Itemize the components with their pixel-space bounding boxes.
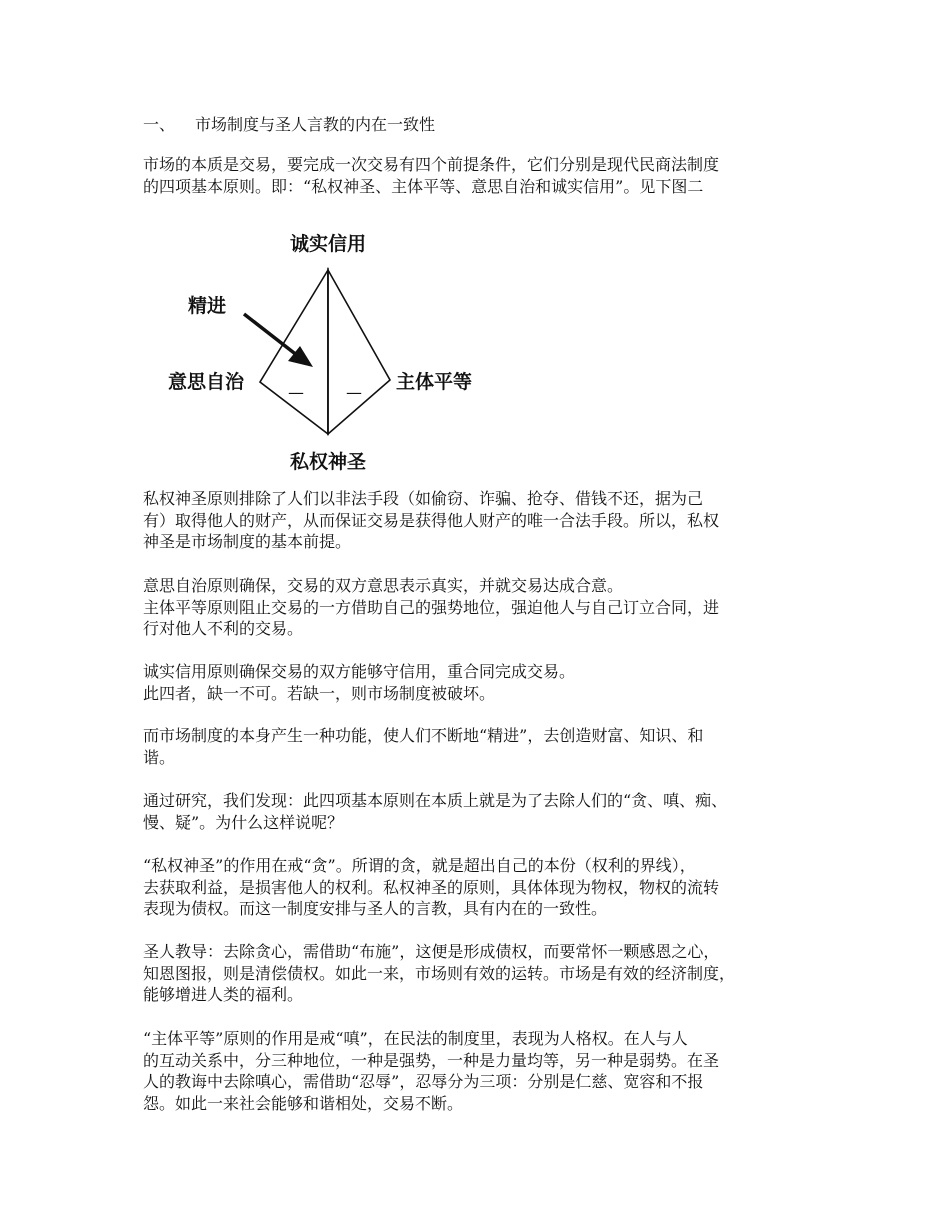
- paragraph-line: 通过研究，我们发现：此四项基本原则在本质上就是为了去除人们的“贪、嗔、痴、: [143, 791, 728, 810]
- paragraph-line: 有）取得他人的财产，从而保证交易是获得他人财产的唯一合法手段。所以，私权: [143, 510, 720, 530]
- paragraph-line: 圣人教导：去除贪心，需借助“布施”，这便是形成债权，而要常怀一颗感恩之心，: [143, 942, 720, 961]
- paragraph-line: “主体平等”原则的作用是戒“嗔”，在民法的制度里，表现为人格权。在人与人: [143, 1029, 688, 1048]
- diagram-label-right: 主体平等: [396, 371, 473, 393]
- pyramid-diagram: [160, 222, 500, 477]
- paragraph-line: 意思自治原则确保，交易的双方意思表示真实，并就交易达成合意。: [143, 576, 624, 595]
- paragraph-line: 去获取利益，是损害他人的权利。私权神圣的原则，具体体现为物权，物权的流转: [143, 877, 720, 897]
- paragraph-line: 怨。如此一来社会能够和谐相处，交易不断。: [143, 1093, 464, 1113]
- right-face-mark: —: [346, 383, 362, 402]
- paragraph-line: 谐。: [143, 747, 176, 767]
- paragraph-good-faith: [143, 661, 813, 704]
- section-title: 市场制度与圣人言教的内在一致性: [195, 115, 436, 134]
- paragraph-line: 表现为债权。而这一制度安排与圣人的言教，具有内在的一致性。: [143, 899, 608, 918]
- paragraph-intro: [143, 154, 813, 197]
- paragraph-line: 神圣是市场制度的基本前提。: [143, 532, 352, 551]
- diagram-label-top: 诚实信用: [290, 233, 367, 255]
- paragraph-equality: [143, 1028, 813, 1114]
- paragraph-line: 主体平等原则阻止交易的一方借助自己的强势地位，强迫他人与自己订立合同，进: [143, 597, 720, 617]
- paragraph-line: 诚实信用原则确保交易的双方能够守信用，重合同完成交易。: [143, 662, 576, 681]
- paragraph-line: 私权神圣原则排除了人们以非法手段（如偷窃、诈骗、抢夺、借钱不还，据为己: [143, 489, 704, 508]
- paragraph-giving: [143, 941, 813, 1006]
- paragraph-line: 此四者，缺一不可。若缺一，则市场制度被破坏。: [143, 683, 496, 703]
- paragraph-greed: [143, 855, 813, 920]
- paragraph-line: “私权神圣”的作用在戒“贪”。所谓的贪，就是超出自己的本份（权利的界线），: [143, 856, 696, 875]
- paragraph-line: 能够增进人类的福利。: [143, 985, 304, 1004]
- paragraph-line: 的四项基本原则。即：“私权神圣、主体平等、意思自治和诚实信用”。见下图二: [143, 176, 704, 196]
- paragraph-research: [143, 790, 813, 833]
- paragraph-line: 的互动关系中，分三种地位，一种是强势，一种是力量均等，另一种是弱势。在圣: [143, 1050, 720, 1070]
- diagram-label-left: 意思自治: [168, 371, 245, 393]
- section-number: 一、: [143, 115, 176, 134]
- paragraph-autonomy-equality: [143, 575, 813, 640]
- paragraph-line: 知恩图报，则是清偿债权。如此一来，市场则有效的运转。市场是有效的经济制度，: [143, 963, 736, 983]
- pyramid-right-face: [328, 270, 390, 434]
- diagram-label-bottom: 私权神圣: [290, 451, 367, 473]
- left-face-mark: —: [288, 383, 304, 402]
- section-heading: [143, 114, 435, 136]
- paragraph-private-rights: [143, 488, 813, 553]
- paragraph-line: 市场的本质是交易，要完成一次交易有四个前提条件，它们分别是现代民商法制度: [143, 155, 720, 174]
- paragraph-line: 人的教诲中去除嗔心，需借助“忍辱”，忍辱分为三项：分别是仁慈、宽容和不报: [143, 1072, 704, 1091]
- paragraph-progress: [143, 725, 813, 768]
- paragraph-line: 慢、疑”。为什么这样说呢？: [143, 812, 344, 832]
- paragraph-line: 行对他人不利的交易。: [143, 619, 304, 638]
- paragraph-line: 而市场制度的本身产生一种功能，使人们不断地“精进”，去创造财富、知识、和: [143, 726, 704, 745]
- diagram-label-arrow: 精进: [188, 295, 227, 317]
